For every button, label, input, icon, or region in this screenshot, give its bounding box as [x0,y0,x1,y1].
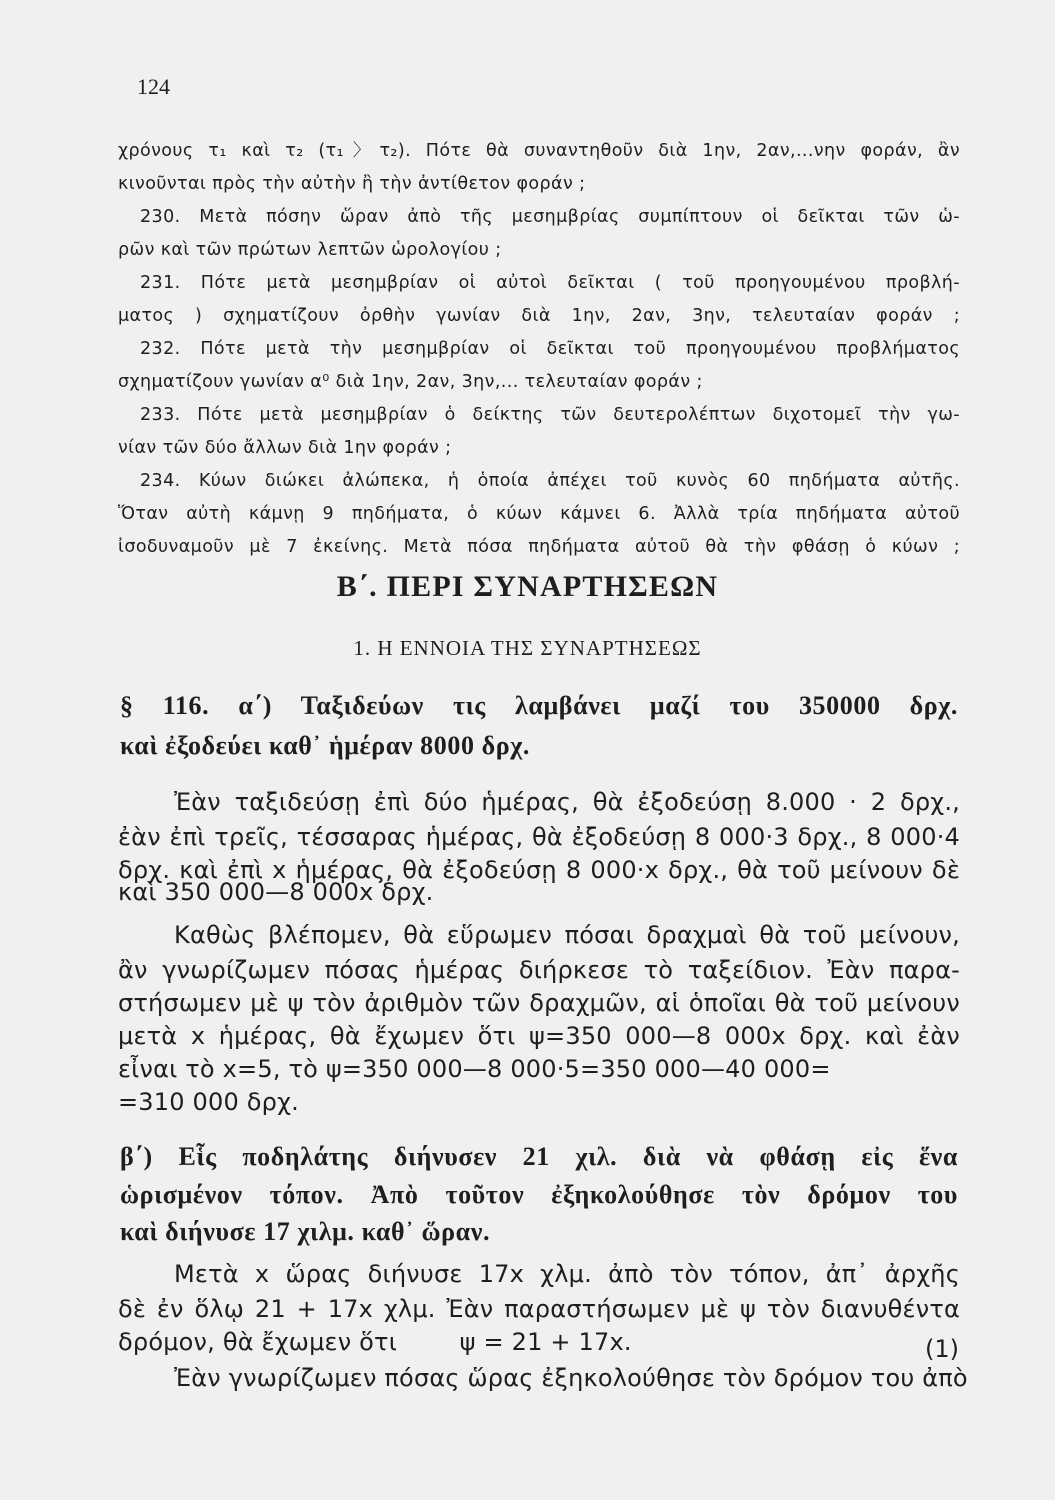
exercise-line: 233. Πότε μετὰ μεσημβρίαν ὁ δείκτης τῶν δευτερολέπτων διχοτομεῖ τὴν γω- [140,405,960,425]
paragraph-line: ἂν γνωρίζωμεν πόσας ἡμέρας διήρκεσε τὸ ταξείδιον. Ἐὰν παρα- [118,956,960,984]
problem-title-line: § 116. α΄) Ταξιδεύων τις λαμβάνει μαζί του 350000 δρχ. [120,691,958,720]
problem-title-line: καὶ ἐξοδεύει καθ᾽ ἡμέραν 8000 δρχ. [120,731,531,760]
paragraph-line: Μετὰ x ὥρας διήνυσε 17x χλμ. ἀπὸ τὸν τόπον, ἀπ᾽ ἀρχῆς [174,1260,960,1288]
page-number: 124 [137,74,170,99]
exercise-line: ματος ) σχηματίζουν ὀρθὴν γωνίαν διὰ 1ην, 2αν, 3ην, τελευταίαν φοράν ; [118,306,960,326]
exercise-line: ρῶν καὶ τῶν πρώτων λεπτῶν ὡρολογίου ; [118,240,502,260]
problem-title-line: ὡρισμένον τόπον. Ἀπὸ τοῦτον ἐξηκολούθησε τὸν δρόμον του [120,1180,958,1209]
paragraph-line: δρόμον, θὰ ἔχωμεν ὅτι ψ = 21 + 17x. [118,1328,632,1356]
exercise-line: Ὅταν αὐτὴ κάμνῃ 9 πηδήματα, ὁ κύων κάμνει 6. Ἀλλὰ τρία πηδήματα αὐτοῦ [118,504,960,524]
exercise-line: κινοῦνται πρὸς τὴν αὐτὴν ἢ τὴν ἀντίθετον φοράν ; [118,174,586,194]
exercise-line: νίαν τῶν δύο ἄλλων διὰ 1ην φοράν ; [118,438,452,458]
paragraph-line: ἐὰν ἐπὶ τρεῖς, τέσσαρας ἡμέρας, θὰ ἐξοδεύσῃ 8 000·3 δρχ., 8 000·4 [118,823,960,851]
paragraph-line: Ἐὰν ταξιδεύσῃ ἐπὶ δύο ἡμέρας, θὰ ἐξοδεύσῃ 8.000 · 2 δρχ., [174,788,960,816]
paragraph-line: εἶναι τὸ x=5, τὸ ψ=350 000—8 000·5=350 000—40 000= [118,1055,831,1083]
exercise-line: 231. Πότε μετὰ μεσημβρίαν οἱ αὐτοὶ δεῖκται ( τοῦ προηγουμένου προβλή- [140,273,960,293]
exercise-line: χρόνους τ₁ καὶ τ₂ (τ₁〉τ₂). Πότε θὰ συναντηθοῦν διὰ 1ην, 2αν,...νην φοράν, ἂν [118,141,960,161]
section-heading: 1. Η ΕΝΝΟΙΑ ΤΗΣ ΣΥΝΑΡΤΗΣΕΩΣ [353,636,702,660]
equation-number: (1) [925,1335,959,1363]
exercise-line: ἰσοδυναμοῦν μὲ 7 ἐκείνης. Μετὰ πόσα πηδήματα αὐτοῦ θὰ τὴν φθάσῃ ὁ κύων ; [118,537,960,557]
paragraph-line: στήσωμεν μὲ ψ τὸν ἀριθμὸν τῶν δραχμῶν, αἱ ὁποῖαι θὰ τοῦ μείνουν [118,989,960,1017]
paragraph-line: δρχ. καὶ ἐπὶ x ἡμέρας, θὰ ἐξοδεύσῃ 8 000·x δρχ., θὰ τοῦ μείνουν δὲ [118,856,960,884]
exercise-line: 234. Κύων διώκει ἀλώπεκα, ἡ ὁποία ἀπέχει τοῦ κυνὸς 60 πηδήματα αὐτῆς. [140,471,960,491]
problem-title-line: β΄) Εἷς ποδηλάτης διήνυσεν 21 χιλ. διὰ νὰ φθάσῃ εἰς ἕνα [120,1142,958,1171]
exercise-line: σχηματίζουν γωνίαν α⁰ διὰ 1ην, 2αν, 3ην,... τελευταίαν φοράν ; [118,372,703,392]
paragraph-line: Ἐὰν γνωρίζωμεν πόσας ὥρας ἐξηκολούθησε τὸν δρόμον του ἀπὸ [174,1364,968,1392]
paragraph-line: δὲ ἐν ὅλῳ 21 + 17x χλμ. Ἐὰν παραστήσωμεν μὲ ψ τὸν διανυθέντα [118,1295,960,1323]
paragraph-line: Καθὼς βλέπομεν, θὰ εὕρωμεν πόσαι δραχμαὶ θὰ τοῦ μείνουν, [174,921,960,949]
paragraph-line: =310 000 δρχ. [118,1088,299,1116]
paragraph-line: μετὰ x ἡμέρας, θὰ ἔχωμεν ὅτι ψ=350 000—8 000x δρχ. καὶ ἐὰν [118,1022,960,1050]
chapter-heading: Β΄. ΠΕΡΙ ΣΥΝΑΡΤΗΣΕΩΝ [336,570,719,603]
exercise-line: 230. Μετὰ πόσην ὥραν ἀπὸ τῆς μεσημβρίας συμπίπτουν οἱ δεῖκται τῶν ὡ- [140,207,960,227]
paragraph-line: καὶ 350 000—8 000x δρχ. [118,878,434,906]
problem-title-line: καὶ διήνυσε 17 χιλμ. καθ᾽ ὥραν. [120,1217,491,1246]
exercise-line: 232. Πότε μετὰ τὴν μεσημβρίαν οἱ δεῖκται τοῦ προηγουμένου προβλήματος [140,339,960,359]
